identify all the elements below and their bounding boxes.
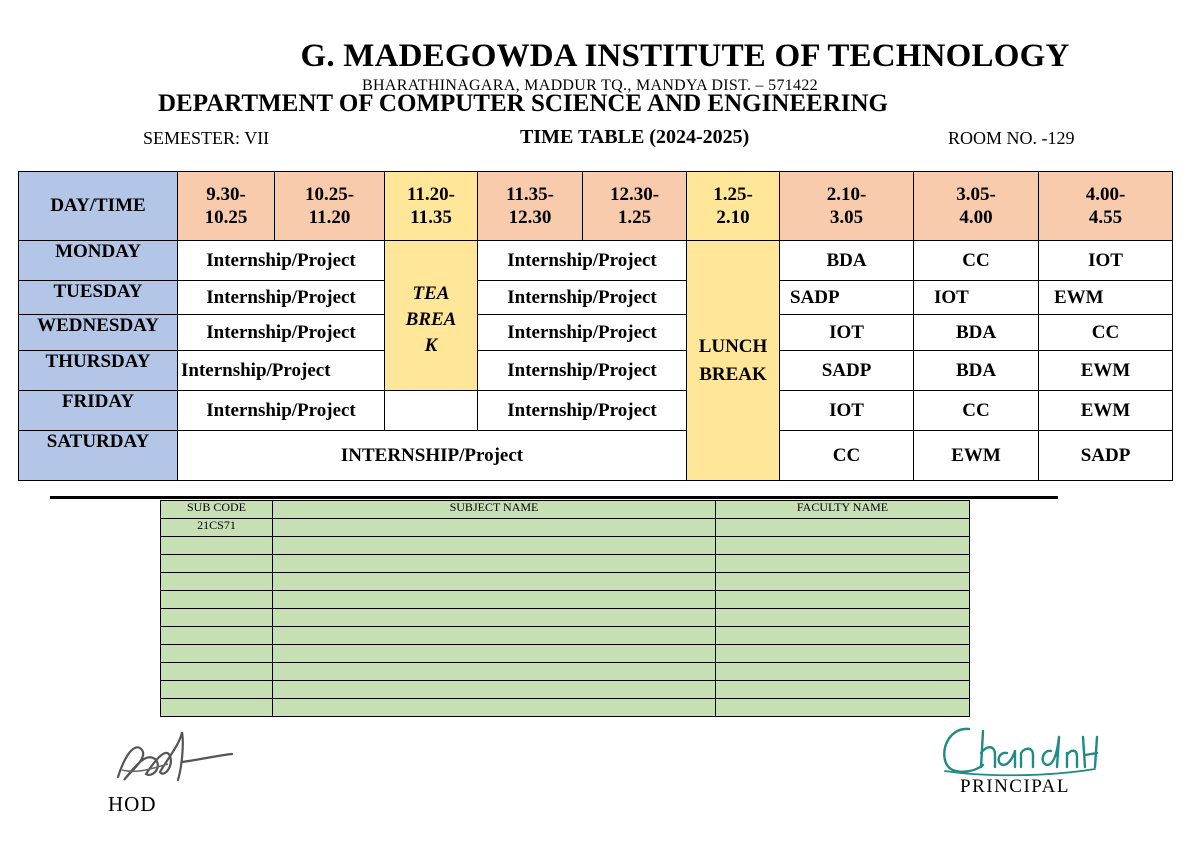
period-cell: CC (1039, 315, 1173, 351)
period-cell: CC (914, 241, 1039, 281)
subject-cell (273, 555, 716, 573)
subject-table-header (161, 501, 970, 519)
subject-cell (273, 573, 716, 591)
period-cell: SADP (780, 351, 914, 391)
subject-header-cell: SUBJECT NAME (273, 501, 716, 519)
table-row (161, 591, 970, 609)
saturday-block: INTERNSHIP/Project (178, 431, 687, 481)
subject-cell (273, 519, 716, 537)
subject-cell: 21CS71 (161, 519, 273, 537)
slot-header: 3.05- 4.00 (914, 172, 1039, 241)
timetable-title: TIME TABLE (2024-2025) (520, 126, 750, 148)
midday-cell: Internship/Project (478, 281, 687, 315)
subject-cell (161, 555, 273, 573)
subject-cell (716, 537, 970, 555)
subject-cell (716, 519, 970, 537)
semester-label: SEMESTER: VII (143, 128, 270, 148)
subject-cell (161, 681, 273, 699)
subject-cell (716, 573, 970, 591)
subject-cell (273, 537, 716, 555)
subject-cell (273, 699, 716, 717)
subject-cell (716, 609, 970, 627)
day-label: THURSDAY (19, 351, 178, 391)
midday-cell: Internship/Project (478, 315, 687, 351)
subject-cell (273, 609, 716, 627)
subject-cell (716, 699, 970, 717)
subject-cell (716, 591, 970, 609)
morning-cell: Internship/Project (178, 351, 385, 391)
slot-header: 1.25- 2.10 (687, 172, 780, 241)
divider-line (50, 496, 1058, 499)
department-name: DEPARTMENT OF COMPUTER SCIENCE AND ENGINEERING (158, 90, 888, 117)
morning-cell: Internship/Project (178, 391, 385, 431)
period-cell: IOT (1039, 241, 1173, 281)
period-cell: EWM (1039, 391, 1173, 431)
subject-cell (161, 573, 273, 591)
table-row (161, 537, 970, 555)
period-cell: EWM (914, 431, 1039, 481)
table-row (161, 681, 970, 699)
day-label: TUESDAY (19, 281, 178, 315)
slot-header: 4.00- 4.55 (1039, 172, 1173, 241)
subject-cell (161, 591, 273, 609)
hod-label: HOD (108, 792, 157, 816)
table-row (161, 519, 970, 537)
subject-cell (161, 645, 273, 663)
subject-cell (161, 627, 273, 645)
morning-cell: Internship/Project (178, 315, 385, 351)
midday-cell: Internship/Project (478, 351, 687, 391)
table-row (161, 627, 970, 645)
hod-signature (108, 722, 238, 792)
slot-header: 11.20- 11.35 (385, 172, 478, 241)
subject-cell (716, 681, 970, 699)
morning-cell: Internship/Project (178, 281, 385, 315)
day-label: MONDAY (19, 241, 178, 281)
table-row (161, 609, 970, 627)
period-cell: CC (914, 391, 1039, 431)
subject-header-cell: SUB CODE (161, 501, 273, 519)
period-cell: SADP (1039, 431, 1173, 481)
period-cell: IOT (780, 391, 914, 431)
slot-header: 2.10- 3.05 (780, 172, 914, 241)
slot-header: 10.25- 11.20 (275, 172, 385, 241)
table-row (161, 663, 970, 681)
slot-header: 12.30- 1.25 (583, 172, 687, 241)
principal-signature (935, 715, 1105, 785)
tea-break: TEA BREA K (385, 241, 478, 391)
day-label: WEDNESDAY (19, 315, 178, 351)
subject-cell (716, 645, 970, 663)
subject-cell (716, 663, 970, 681)
period-cell: BDA (914, 315, 1039, 351)
subject-cell (161, 699, 273, 717)
institute-name: G. MADEGOWDA INSTITUTE OF TECHNOLOGY (300, 38, 1070, 74)
subject-table (160, 500, 970, 717)
subject-cell (273, 591, 716, 609)
subject-cell (273, 645, 716, 663)
subject-cell (273, 681, 716, 699)
room-number: ROOM NO. -129 (948, 128, 1075, 148)
slot-header: 11.35- 12.30 (478, 172, 583, 241)
period-cell: BDA (914, 351, 1039, 391)
period-cell: SADP (780, 281, 914, 315)
corner-header: DAY/TIME (19, 172, 178, 241)
institute-address: BHARATHINAGARA, MADDUR TQ., MANDYA DIST. – 571422 (362, 77, 818, 94)
table-row (161, 573, 970, 591)
subject-cell (273, 663, 716, 681)
period-cell: IOT (914, 281, 1039, 315)
subject-header-cell: FACULTY NAME (716, 501, 970, 519)
table-row (161, 645, 970, 663)
period-cell: EWM (1039, 281, 1173, 315)
subject-cell (273, 627, 716, 645)
slot-header: 9.30- 10.25 (178, 172, 275, 241)
table-row (161, 699, 970, 717)
tea-break-gap (385, 391, 478, 431)
day-label: SATURDAY (19, 431, 178, 481)
subject-cell (161, 537, 273, 555)
morning-cell: Internship/Project (178, 241, 385, 281)
subject-cell (716, 555, 970, 573)
midday-cell: Internship/Project (478, 241, 687, 281)
midday-cell: Internship/Project (478, 391, 687, 431)
subject-cell (716, 627, 970, 645)
period-cell: BDA (780, 241, 914, 281)
day-label: FRIDAY (19, 391, 178, 431)
period-cell: EWM (1039, 351, 1173, 391)
period-cell: IOT (780, 315, 914, 351)
subject-cell (161, 609, 273, 627)
principal-label: PRINCIPAL (960, 776, 1070, 797)
table-row (161, 555, 970, 573)
period-cell: CC (780, 431, 914, 481)
timetable (18, 171, 1173, 481)
subject-cell (161, 663, 273, 681)
lunch-break: LUNCH BREAK (687, 241, 780, 481)
